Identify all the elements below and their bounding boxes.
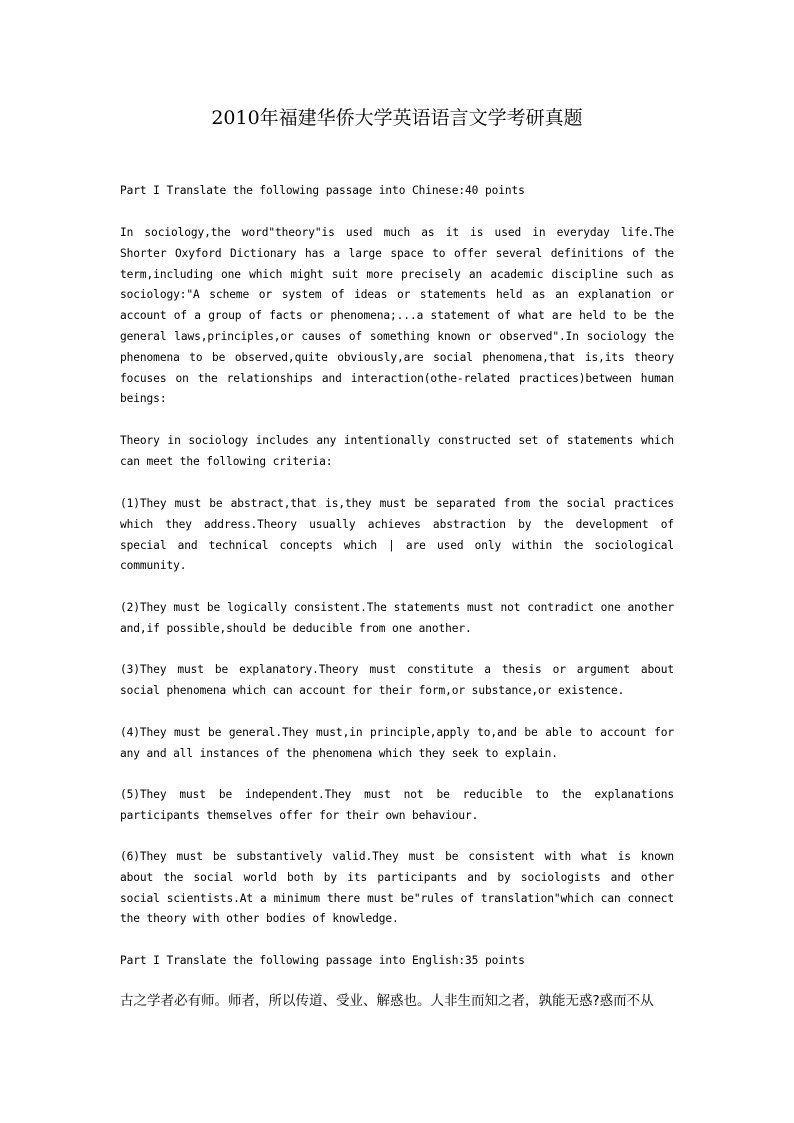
- criterion-4: (4)They must be general.They must,in principle,apply to,and be able to account for any and all instances of the phenomena which they seek to explain.: [120, 726, 674, 760]
- criterion-1: (1)They must be abstract,that is,they must be separated from the social practices which they address.Theory usually achieves abstraction by the development of special and technical concepts which | are used only within the sociological community.: [120, 497, 674, 573]
- chinese-passage: 古之学者必有师。师者，所以传道、受业、解惑也。人非生而知之者，孰能无惑?惑而不从: [120, 993, 654, 1009]
- intro-paragraph: In sociology,the word"theory"is used much as it is used in everyday life.The Shorter Oxyford Dictionary has a large space to offer several definitions of the term,including one which might suit more precisely an academic discipline such as sociology:"A scheme or system of ideas or statements held as an explanation or account of a group of facts or phenomena;...a statement of what are held to be the general laws,principles,or causes of something known or observed".In sociology the phenomena to be observed,quite obviously,are social phenomena,that is,its theory focuses on the relationships and interaction(othe-related practices)between human beings:: [120, 226, 674, 406]
- part1-heading: Part I Translate the following passage into Chinese:40 points: [120, 184, 525, 197]
- criterion-5: (5)They must be independent.They must not be reducible to the explanations participants themselves offer for their own behaviour.: [120, 788, 674, 822]
- part2-heading: Part I Translate the following passage into English:35 points: [120, 954, 525, 967]
- criterion-6: (6)They must be substantively valid.They must be consistent with what is known about the social world both by its participants and by sociologists and other social scientists.At a minimum there must be"rules of translation"which can connect the theory with other bodies of knowledge.: [120, 850, 674, 926]
- criteria-intro: Theory in sociology includes any intentionally constructed set of statements which can meet the following criteria:: [120, 434, 674, 468]
- criterion-2: (2)They must be logically consistent.The statements must not contradict one another and,if possible,should be deducible from one another.: [120, 601, 674, 635]
- criterion-3: (3)They must be explanatory.Theory must constitute a thesis or argument about social phenomena which can account for their form,or substance,or existence.: [120, 663, 674, 697]
- document-title: 2010年福建华侨大学英语语言文学考研真题: [211, 107, 583, 129]
